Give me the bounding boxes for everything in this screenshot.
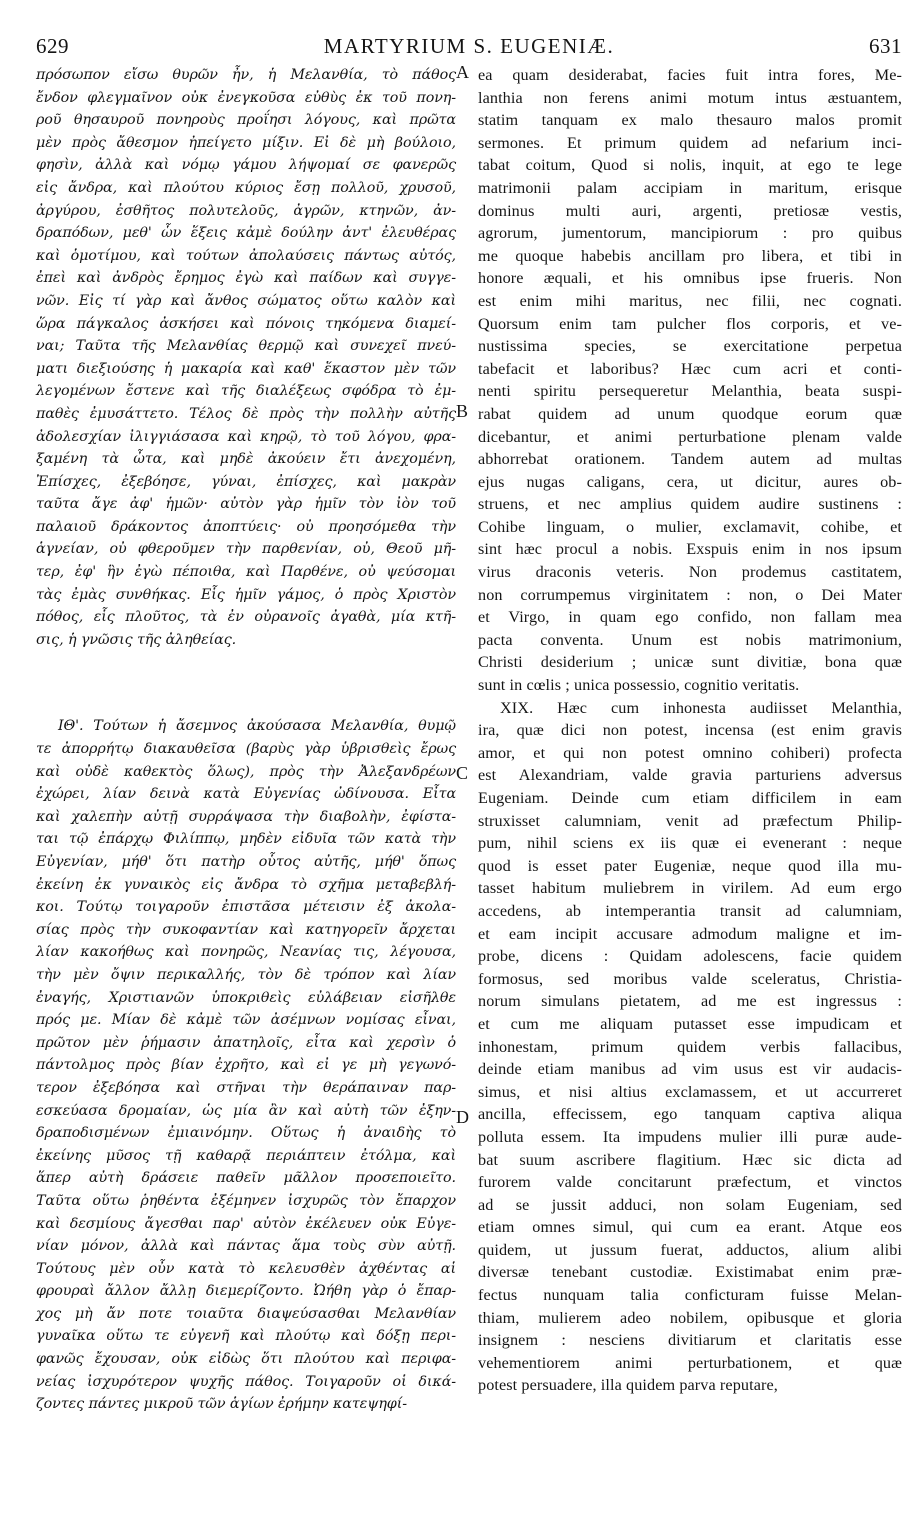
margin-letter-a: A [456, 62, 469, 82]
text-line: Τούτους μὲν οὖν κατὰ τὸ κελευσθὲν ἀχθέντας αἱ [36, 1260, 456, 1277]
text-line: ματι διεξιούσης ἡ μακαρία καὶ καθ' ἕκαστον μὲν τῶν [36, 360, 456, 377]
text-line: sint hæc procul a nobis. Exspuis enim in nos ipsum [478, 540, 902, 559]
text-line: πρός με. Μίαν δὲ κἀμὲ τῶν ἀσέμνων νομίσας εἶναι, [36, 1012, 456, 1029]
text-line: ejus nugas caligans, cera, ut dicitur, aures ob- [478, 472, 902, 491]
text-line: Cohibe linguam, o mulier, exclamavit, cohibe, et [478, 517, 902, 536]
text-line: εἰς ἄνδρα, καὶ πλούτου κύριος ἔσῃ πολλοῦ, χρυσοῦ, [36, 179, 456, 196]
text-line: deinde etiam manibus ad vim usus est vir audacis- [478, 1060, 902, 1079]
text-line: virus draconis veteris. Non prodemus castitatem, [478, 563, 902, 582]
text-line: nenti spiritu persequeretur Melanthia, beata suspi- [478, 382, 902, 401]
text-line: ἐναγής, Χριστιανῶν ὑποκριθεὶς εὐλάβειαν εἰσῆλθε [36, 989, 456, 1006]
text-line: καὶ χαλεπὴν αὐτῇ συρράψασα τὴν διαβολὴν, ἐφίστα- [36, 808, 456, 825]
text-line: πρόσωπον εἴσω θυρῶν ἦν, ἡ Μελανθία, τὸ πάθος [36, 67, 456, 83]
text-line: νείας ἰσχυρότερον ψυχῆς πάθος. Τοιγαροῦν οἱ δικά- [36, 1373, 456, 1390]
text-line: ancilla, effecissem, ego tanquam captiva aliqua [478, 1105, 902, 1124]
text-line: et Virgo, in quam ego confido, non fallam mea [478, 608, 902, 627]
text-line: quidem, ut jussum fuerat, adductos, alium alibi [478, 1240, 902, 1259]
text-line: simus, et nisi altius exclamassem, et ut accurreret [478, 1082, 902, 1101]
text-line: ἁγνείαν, οὐ φθεροῦμεν τὴν παρθενίαν, οὐ, Θεοῦ μῆ- [36, 541, 456, 558]
text-line: ea quam desiderabat, facies fuit intra fores, Me- [478, 66, 902, 84]
text-line: est enim mihi maritus, nec filii, nec cognati. [478, 291, 902, 310]
text-line: polluta essem. Ita impudens mulier illi puræ aude- [478, 1127, 902, 1146]
text-line: καὶ ὁμοτίμου, καὶ τούτων ἀπολαύσεις πάντως αὐτός, [36, 247, 456, 264]
text-line: matrimonii palam accipiam in maritum, erisque [478, 178, 902, 197]
text-line: νίαν μόνον, ἀλλὰ καὶ πάντας ἅμα τοὺς σὺν αὐτῇ. [36, 1238, 456, 1255]
latin-paragraph [478, 64, 902, 697]
margin-letter-c: C [456, 763, 469, 783]
text-line: ξαμένη τὰ ὦτα, καὶ μηδὲ ἀκούειν ἔτι ἀνεχομένη, [36, 451, 456, 468]
text-line: struxisset calumniam, venit ad præfectum Philip- [478, 811, 902, 830]
text-line: παθὲς ἐμυσάττετο. Τέλος δὲ πρὸς τὴν πολλὴν αὐτῆς [36, 405, 456, 422]
text-line: tabefacit et laboribus? Hæc cum acri et conti- [478, 359, 902, 378]
text-line: ἐπεὶ καὶ ἀνδρὸς ἔρημος ἐγὼ καὶ παίδων καὶ συγγε- [36, 270, 456, 287]
text-line: ἅπερ αὐτὴ δράσειε παθεῖν μᾶλλον προσεποιεῖτο. [36, 1170, 456, 1187]
text-line: dominus multi auri, argenti, pretiosæ vestis, [478, 201, 902, 220]
text-line: νῶν. Εἰς τί γὰρ καὶ ἄνθος σώματος οὕτω καλὸν καὶ [36, 292, 456, 309]
text-line: Eugeniam. Deinde cum etiam difficilem in eam [478, 789, 902, 807]
text-line: quod is esset pater Eugeniæ, neque quod illa mu- [478, 856, 902, 875]
text-line: πρῶτον μὲν ῥήμασιν ἀπατηλοῖς, εἶτα καὶ χερσὶν ὁ [36, 1034, 456, 1051]
text-line: XIX. Hæc cum inhonesta audiisset Melanthia, [500, 698, 902, 717]
text-line: et cum me aliquam putasset esse impudicam et [478, 1014, 902, 1033]
text-line: σίας πρὸς τὴν συκοφαντίαν καὶ κατηγορεῖν ἄρχεται [36, 921, 456, 938]
text-line: ira, quæ dici non potest, incensa (est enim gravis [478, 721, 902, 740]
text-line: ταῦτα ἄγε ἀφ' ἡμῶν· αὐτὸν γὰρ ἡμῖν τὸν ἰὸν τοῦ [36, 496, 456, 513]
text-line: est Alexandriam, valde gravia parturiens adversus [478, 766, 902, 785]
running-title: MARTYRIUM S. EUGENIÆ. [323, 34, 615, 58]
page-number-right: 631 [869, 34, 902, 58]
text-line: diversæ tenebant custodiæ. Existimabat enim præ- [478, 1263, 902, 1282]
latin-column [478, 64, 902, 1397]
text-line: vehementiorem animi perturbationem, et quæ [478, 1353, 902, 1372]
latin-paragraph [478, 697, 902, 1397]
text-line: probe, dicens : Quidam adolescens, facie quidem [478, 947, 902, 966]
text-line: ἐκείνης μῦσος τῇ καθαρᾷ περιάπτειν ἐτόλμα, καὶ [36, 1147, 456, 1164]
text-line: ναι; Ταῦτα τῆς Μελανθίας θερμῷ καὶ συνεχεῖ πνεύ- [36, 338, 456, 355]
text-line: tabat coitum, Quod si nolis, inquit, at ego te lege [478, 156, 902, 175]
text-line: norum simulans pietatem, ad me est ingressus : [478, 992, 902, 1011]
text-line: εσκεύασα δρομαίαν, ὡς μία ἂν καὶ αὐτὴ τῶν ἐξην- [36, 1102, 456, 1119]
text-line: me quoque habebis ancillam pro libera, et tibi in [478, 246, 902, 265]
text-line: ἀργύρου, ἐσθῆτος πολυτελοῦς, ἀγρῶν, κτηνῶν, ἀν- [36, 202, 456, 219]
greek-paragraph [36, 715, 456, 1415]
text-line: nustissima species, se exercitatione perpetua [478, 337, 902, 356]
text-line: rabat quidem ad unum quodque eorum quæ [478, 404, 902, 423]
text-line: furorem valde concitarunt præfectum, et vinctos [478, 1173, 902, 1192]
text-line: ζοντες πάντες μικροῦ τῶν ἁγίων ἐρήμην κατεψηφί- [36, 1396, 407, 1413]
text-line: λεγομένων ἔστενε καὶ τῆς διαλέξεως σφόδρα τὸ ἐμ- [36, 383, 456, 400]
text-line: non corrumpemus virginitatem : non, o Dei Mater [478, 585, 902, 604]
greek-column [36, 64, 456, 1416]
page-number-left: 629 [36, 34, 69, 58]
running-header [36, 34, 902, 58]
text-line: agrorum, jumentorum, mancipiorum : pro quibus [478, 224, 902, 243]
text-line: accedens, ab intemperantia transit ad calumniam, [478, 901, 902, 920]
text-line: et eam incipit accusare admodum maligne et im- [478, 924, 902, 943]
text-line: μὲν πρὸς ἄθεσμον ἠπείγετο μίξιν. Εἰ δὲ μὴ βούλοιο, [36, 134, 456, 151]
text-line: ad se jussit adduci, non solam Eugeniam, sed [478, 1195, 902, 1214]
text-line: pum, nihil sciens ex iis quæ ei evenerant : neque [478, 834, 902, 853]
text-line: formosus, sed moribus valde sceleratus, Christia- [478, 969, 902, 988]
text-line: ροῦ θησαυροῦ πονηροὺς προΐησι λόγους, καὶ πρῶτα [36, 112, 456, 129]
text-line: insignem : nesciens divitiarum et claritatis esse [478, 1331, 902, 1350]
text-line: amor, et qui non potest omnino cohiberi) profecta [478, 743, 902, 762]
text-line: Quorsum enim tam pulcher flos corporis, et ve- [478, 314, 902, 333]
text-line: thiam, mulierem adeo nobilem, opibusque et gloria [478, 1308, 902, 1327]
text-line: σις, ἡ γνῶσις τῆς ἀληθείας. [36, 631, 237, 648]
text-line: χος μὴ ἄν ποτε τοιαῦτα διαψεύσασθαι Μελανθίαν [36, 1305, 456, 1322]
text-line: Εὐγενίαν, μήθ' ὅτι πατὴρ οὗτος αὐτῆς, μήθ' ὅπως [36, 854, 456, 870]
text-line: καὶ δεσμίους ἄγεσθαι παρ' αὐτὸν ἐκέλευεν οὐκ Εὐγε- [36, 1215, 456, 1232]
text-line: abhorrebat orationem. Tandem autem ad multas [478, 450, 902, 469]
text-line: Ἐπίσχες, ἐξεβόησε, γύναι, ἐπίσχες, καὶ μακρὰν [36, 473, 456, 490]
text-line: ται τῷ ἐπάρχῳ Φιλίππῳ, μηδὲν εἰδυῖα τῶν κατὰ τὴν [36, 831, 456, 848]
text-line: παλαιοῦ δράκοντος ἀποπτύεις· οὐ προησόμεθα τὴν [36, 518, 456, 535]
text-line: φρουραὶ ἄλλον ἄλλῃ διεμερίζοντο. Ὠήθη γὰρ ὁ ἔπαρ- [36, 1283, 456, 1300]
text-line: statim tanquam ex malo thesauro malos promit [478, 111, 902, 130]
text-line: sermones. Et primum quidem ad nefarium inci- [478, 133, 902, 152]
text-line: lanthia non ferens animi motum intus æstuantem, [478, 88, 902, 107]
text-line: ΙΘ'. Τούτων ἡ ἄσεμνος ἀκούσασα Μελανθία, θυμῷ [58, 718, 456, 735]
text-line: honore æquali, et his omnibus ipse frueris. Non [478, 269, 902, 288]
greek-paragraph [36, 64, 456, 651]
text-line: tasset habitum muliebrem in virilem. Ad eum ergo [478, 879, 902, 898]
text-line: τερ, ἐφ' ἣν ἐγὼ πέποιθα, καὶ Παρθένε, οὐ ψεύσομαι [36, 564, 456, 581]
text-line: φανῶς ἔχουσαν, οὐκ εἰδὼς ὅτι πλούτου καὶ περιφα- [36, 1351, 456, 1368]
text-line: λίαν κακοήθως καὶ πονηρῶς, Νεανίας τις, λέγουσα, [36, 944, 456, 961]
text-line: etiam omnes simul, qui cum ea erant. Atque eos [478, 1218, 902, 1237]
text-line: dicebantur, et animi perturbatione plenam valde [478, 427, 902, 446]
text-line: Ταῦτα οὕτω ῥηθέντα ἐξέμηνεν ἰσχυρῶς τὸν ἔπαρχον [36, 1192, 456, 1209]
text-line: pacta conventa. Unum est nobis matrimonium, [478, 630, 902, 649]
text-line: πόθος, εἷς πλοῦτος, τὰ ἐν οὐρανοῖς ἀγαθὰ, μία κτῆ- [36, 609, 456, 626]
text-line: inhonestam, primum quidem verbis fallacibus, [478, 1037, 902, 1056]
text-line: γυναῖκα οὕτω τε εὐγενῆ καὶ πλούτῳ καὶ δόξῃ περι- [36, 1328, 456, 1345]
margin-letter-b: B [456, 401, 469, 421]
text-line: καὶ οὐδὲ καθεκτὸς ὅλως), πρὸς τὴν Ἀλεξανδρέων [36, 763, 456, 780]
text-line: τερον ἐξεβόησα καὶ στῆναι τὴν θεράπαιναν παρ- [36, 1079, 456, 1096]
text-line: ὥρα πάγκαλος ἀσκήσει καὶ πόνοις τηκόμενα διαμεί- [36, 315, 456, 332]
text-line: κοι. Τούτῳ τοιγαροῦν ἐπιστᾶσα μέτεισιν ἐξ ἀκολα- [36, 899, 456, 916]
text-line: ἐχώρει, λίαν δεινὰ κατὰ Εὐγενίας ὠδίνουσα. Εἶτα [36, 786, 456, 803]
text-line: potest persuadere, illa quidem parva reputare, [478, 1376, 778, 1395]
text-line: ἔνδον φλεγμαῖνον οὐκ ἐνεγκοῦσα εὐθὺς ἐκ τοῦ πονη- [36, 89, 456, 106]
text-line: φησὶν, ἀλλὰ καὶ νόμῳ γάμου λήψομαί σε φανερῶς [36, 157, 456, 174]
text-line: sunt in cœlis ; unica possessio, cognitio veritatis. [478, 676, 800, 695]
margin-letter-d: D [456, 1107, 469, 1127]
text-line: fectus nunquam talia conficturam fuisse Melan- [478, 1286, 902, 1305]
text-line: δραπόδων, μεθ' ὧν ἕξεις κἀμὲ δούλην ἀντ' ἐλευθέρας [36, 225, 456, 242]
text-line: struens, et nec amplius quidem audire sustinens : [478, 495, 902, 514]
text-line: τὰς ἐμὰς συνθήκας. Εἷς ἡμῖν γάμος, ὁ πρὸς Χριστὸν [36, 586, 456, 603]
text-line: ἀδολεσχίαν ἰλιγγιάσασα καὶ κηρῷ, τὸ τοῦ λόγου, φρα- [36, 428, 456, 445]
text-line: bat suum ascribere flagitium. Hæc sic dicta ad [478, 1150, 902, 1169]
text-line: ἐκείνη ἐκ γυναικὸς εἰς ἄνδρα τὸ σχῆμα μεταβεβλή- [36, 876, 456, 893]
text-line: τε ἀπορρήτῳ διακαυθεῖσα (βαρὺς γὰρ ὑβρισθεὶς ἔρως [36, 741, 456, 758]
text-line: πάντολμος πρὸς βίαν ἐχρῆτο, καὶ εἰ γε μὴ γεγωνό- [36, 1057, 456, 1074]
text-line: δραποδισμένων ἐμιαινόμην. Οὕτως ἡ ἀναιδὴς τὸ [36, 1125, 456, 1142]
text-line: τὴν μὲν ὄψιν περικαλλής, τὸν δὲ τρόπον καὶ λίαν [36, 966, 456, 983]
text-line: Christi desiderium ; unicæ sunt divitiæ, bona quæ [478, 653, 902, 672]
paragraph-gap [36, 651, 456, 715]
